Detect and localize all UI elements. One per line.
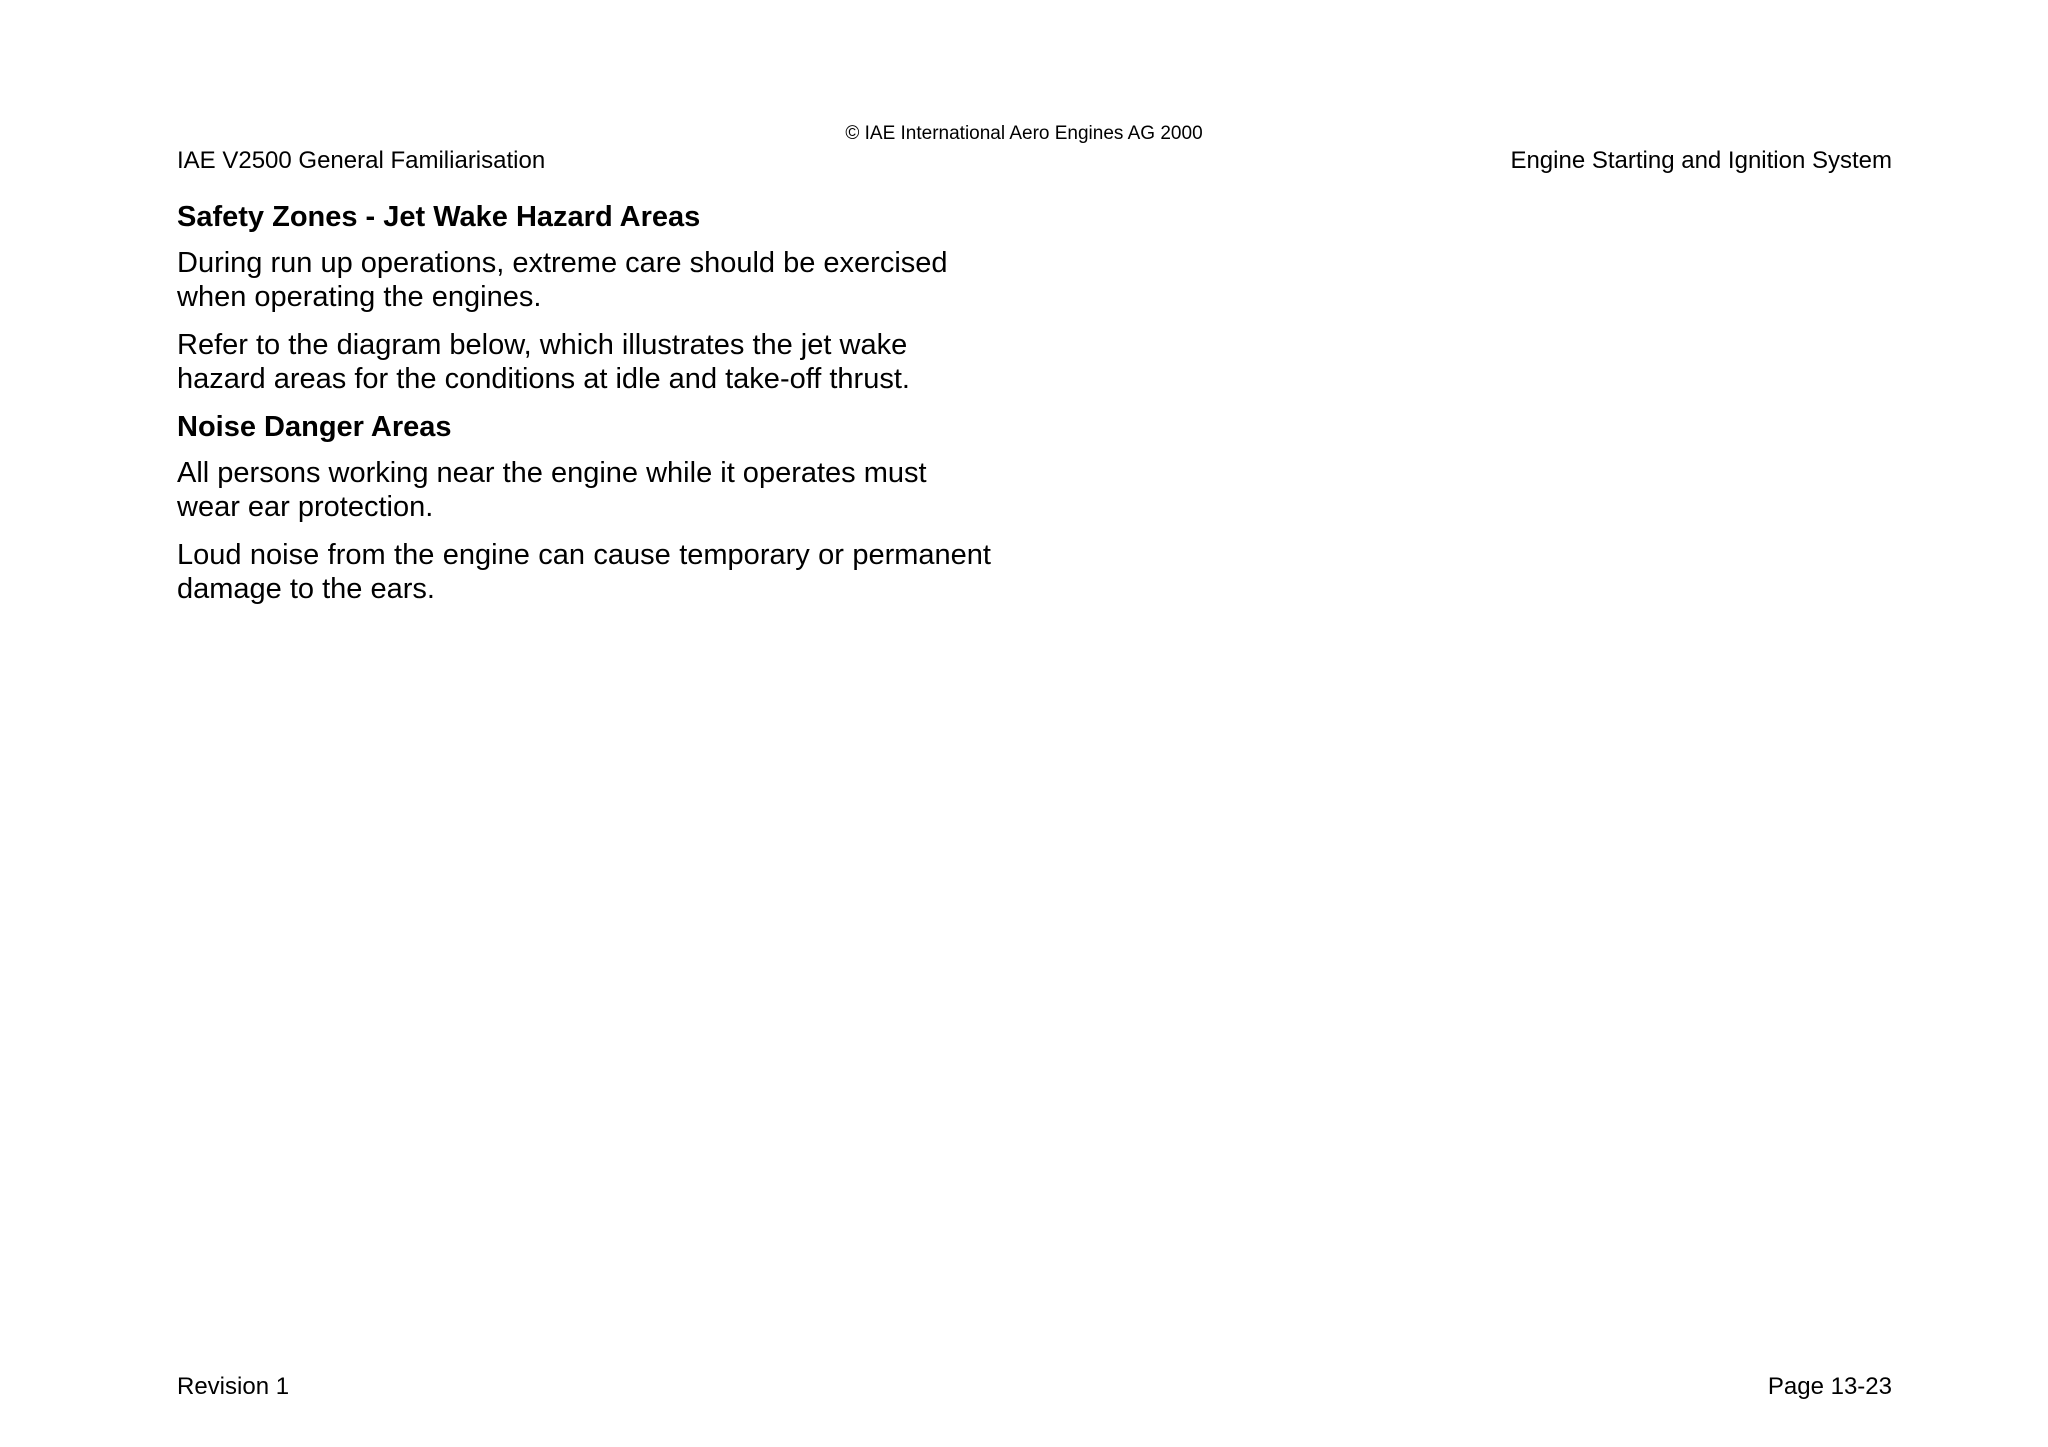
- paragraph-line: During run up operations, extreme care should be exercised: [177, 247, 948, 279]
- paragraph-ear-protection: [177, 456, 991, 524]
- document-title: IAE V2500 General Familiarisation: [177, 147, 546, 174]
- chapter-title: Engine Starting and Ignition System: [1510, 147, 1892, 174]
- paragraph-line: wear ear protection.: [177, 491, 434, 523]
- section-heading-safety-zones: Safety Zones - Jet Wake Hazard Areas: [177, 201, 701, 233]
- section-heading-noise-danger: Noise Danger Areas: [177, 411, 452, 443]
- paragraph-line: Refer to the diagram below, which illustrates the jet wake: [177, 329, 908, 361]
- page-number: Page 13-23: [1767, 1373, 1892, 1400]
- copyright-notice: © IAE International Aero Engines AG 2000: [845, 123, 1203, 144]
- paragraph-run-up-care: [177, 246, 991, 314]
- paragraph-line: hazard areas for the conditions at idle and take-off thrust.: [177, 363, 910, 395]
- paragraph-line: All persons working near the engine while it operates must: [177, 457, 927, 489]
- main-content: [177, 200, 991, 620]
- paragraph-diagram-reference: [177, 328, 991, 396]
- paragraph-line: when operating the engines.: [177, 281, 542, 313]
- revision-label: Revision 1: [177, 1373, 290, 1400]
- paragraph-noise-damage: Loud noise from the engine can cause temporary or permanent damage to the ears.: [177, 539, 991, 605]
